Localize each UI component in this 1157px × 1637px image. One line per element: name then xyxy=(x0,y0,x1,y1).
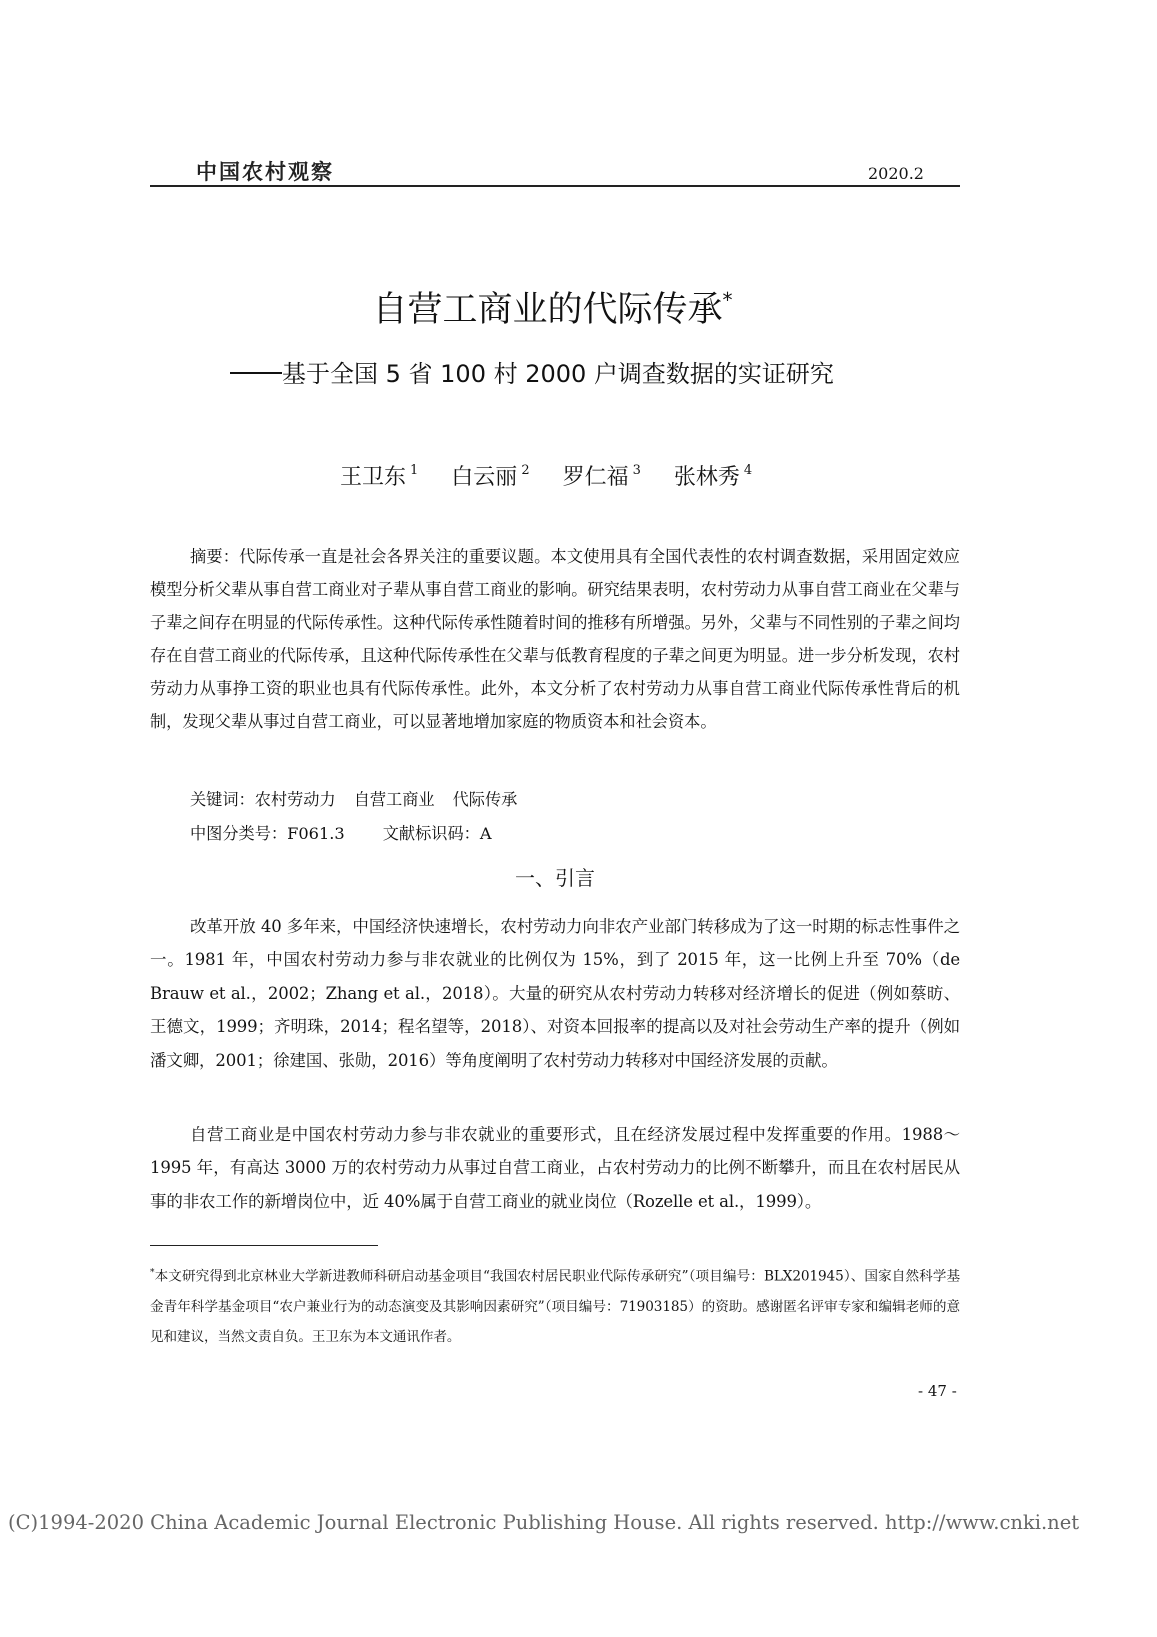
keyword: 代际传承 xyxy=(452,790,518,809)
footnote xyxy=(150,1258,960,1352)
author-list xyxy=(340,460,820,491)
issue-number: 2020.2 xyxy=(868,164,924,183)
section-heading: 一、引言 xyxy=(515,866,595,890)
classification xyxy=(190,820,492,844)
paper-title xyxy=(0,282,1105,332)
author-name: 王卫东 xyxy=(340,465,407,490)
subtitle-text: 基于全国 5 省 100 村 2000 户调查数据的实证研究 xyxy=(282,360,834,388)
paragraph: 改革开放 40 多年来，中国经济快速增长，农村劳动力向非农产业部门转移成为了这一时期的标志性事件之一。1981 年，中国农村劳动力参与非农就业的比例仅为 15%，到了 2015 年，这一比例上升至 70%（de Brauw et al.，2002；Zhang et al.，2018）。大量的研究从农村劳动力转移对经济增长的促进（例如蔡昉、王德文，1999；齐明珠，2014；程名望等，2018）、对资本回报率的提高以及对社会劳动生产率的提升（例如潘文卿，2001；徐建国、张勋，2016）等角度阐明了农村劳动力转移对中国经济发展的贡献。 xyxy=(150,917,960,1070)
author-affiliation: 3 xyxy=(632,463,641,478)
author xyxy=(563,465,641,490)
copyright-notice: (C)1994-2020 China Academic Journal Electronic Publishing House. All rights reserved. http://www.cnki.net xyxy=(8,1511,1080,1534)
paragraph: 自营工商业是中国农村劳动力参与非农就业的重要形式，且在经济发展过程中发挥重要的作用。1988～1995 年，有高达 3000 万的农村劳动力从事过自营工商业，占农村劳动力的比例不断攀升，而且在农村居民从事的非农工作的新增岗位中，近 40%属于自营工商业的就业岗位（Rozelle et al.，1999）。 xyxy=(150,1125,960,1211)
author-affiliation: 2 xyxy=(521,463,530,478)
clc-label: 中图分类号： xyxy=(190,824,288,843)
paper-subtitle xyxy=(230,354,910,389)
subtitle-dash xyxy=(230,372,282,374)
footnote-mark: * xyxy=(150,1268,155,1278)
title-footnote-mark: * xyxy=(722,288,733,312)
doc-code: A xyxy=(479,824,492,843)
author-affiliation: 1 xyxy=(410,463,419,478)
author-name: 白云丽 xyxy=(451,465,518,490)
keyword: 自营工商业 xyxy=(353,790,435,809)
doc-code-label: 文献标识码： xyxy=(382,824,480,843)
keywords xyxy=(190,786,517,810)
journal-name: 中国农村观察 xyxy=(196,160,334,184)
clc-code: F061.3 xyxy=(287,824,345,843)
page-number: - 47 - xyxy=(918,1382,957,1400)
author xyxy=(674,465,752,490)
header-rule xyxy=(150,185,960,187)
footnote-rule xyxy=(150,1245,378,1246)
keywords-label: 关键词： xyxy=(190,790,255,809)
author xyxy=(340,465,418,490)
author xyxy=(451,465,529,490)
author-name: 张林秀 xyxy=(673,465,740,490)
title-text: 自营工商业的代际传承 xyxy=(372,290,723,330)
author-affiliation: 4 xyxy=(743,463,753,478)
keyword: 农村劳动力 xyxy=(254,790,336,809)
abstract: 摘要：代际传承一直是社会各界关注的重要议题。本文使用具有全国代表性的农村调查数据，采用固定效应模型分析父辈从事自营工商业对子辈从事自营工商业的影响。研究结果表明，农村劳动力从事自营工商业在父辈与子辈之间存在明显的代际传承性。这种代际传承性随着时间的推移有所增强。另外，父辈与不同性别的子辈之间均存在自营工商业的代际传承，且这种代际传承性在父辈与低教育程度的子辈之间更为明显。进一步分析发现，农村劳动力从事挣工资的职业也具有代际传承性。此外，本文分析了农村劳动力从事自营工商业代际传承性背后的机制，发现父辈从事过自营工商业，可以显著地增加家庭的物质资本和社会资本。 xyxy=(150,547,960,731)
author-name: 罗仁福 xyxy=(562,465,629,490)
footnote-text: 本文研究得到北京林业大学新进教师科研启动基金项目“我国农村居民职业代际传承研究”（项目编号：BLX201945）、国家自然科学基金青年科学基金项目“农户兼业行为的动态演变及其影响因素研究”（项目编号：71903185）的资助。感谢匿名评审专家和编辑老师的意见和建议，当然文责自负。王卫东为本文通讯作者。 xyxy=(150,1268,960,1345)
